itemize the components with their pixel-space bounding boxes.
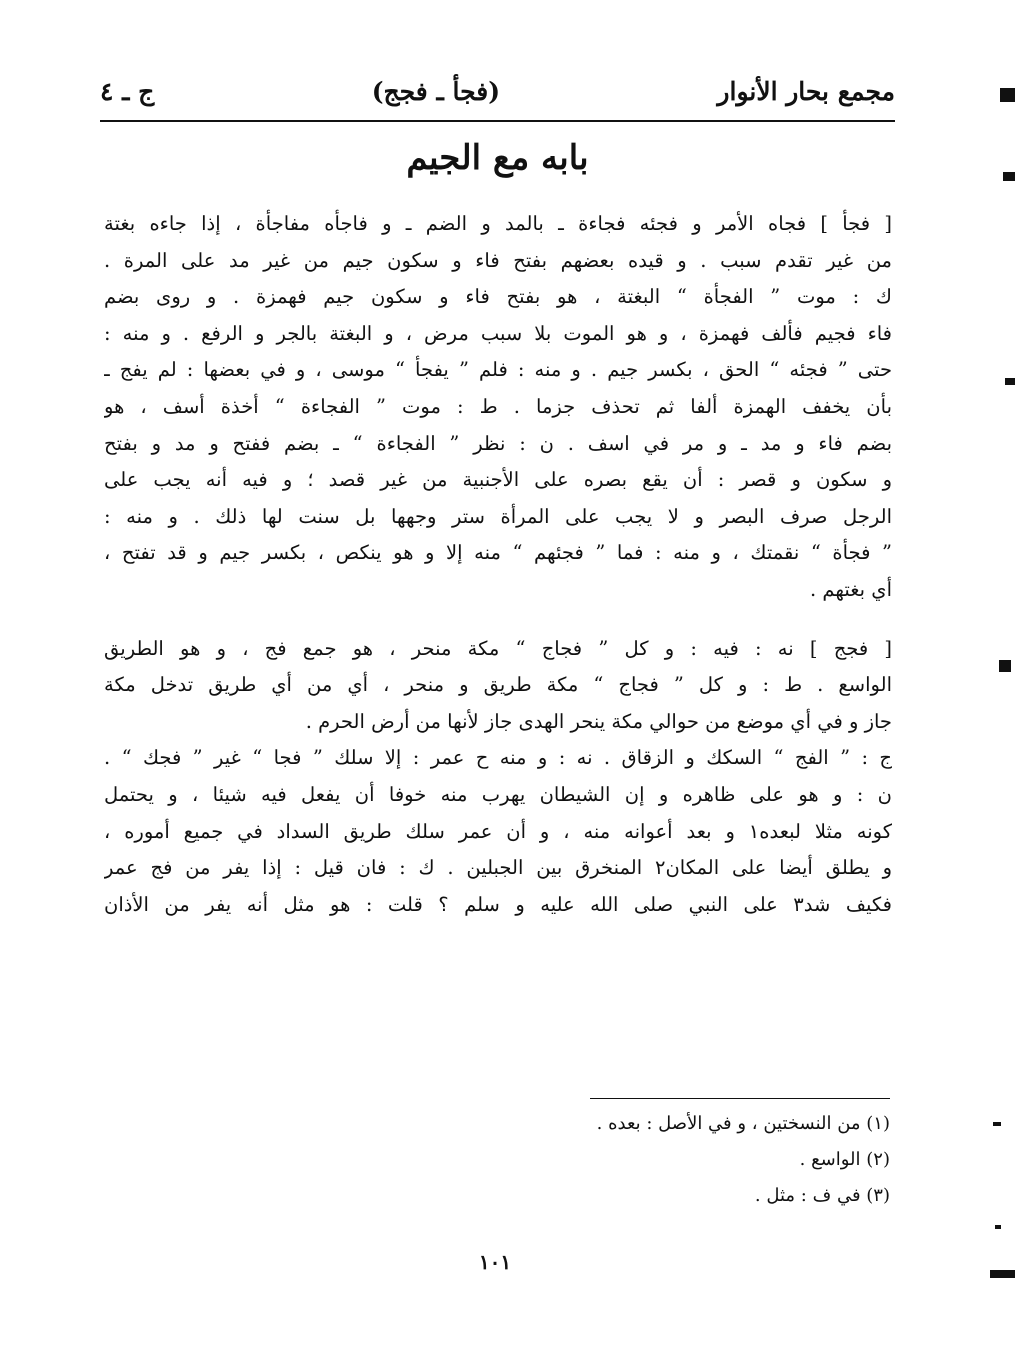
text-line: الواسع . ط : و كل ” فجاج “ مكة طريق و منحر ، أي من أي طريق تدخل مكة — [104, 673, 892, 697]
header-rule — [100, 120, 895, 122]
header-book-title: مجمع بحار الأنوار — [717, 76, 895, 106]
scan-edge-mark — [993, 1122, 1001, 1126]
footnotes — [500, 1106, 890, 1214]
text-line: حتى ” فجئه “ الحق ، بكسر جيم . و منه : فلم ” يفجأ “ موسى ، و في بعضها : لم يفج ـ — [104, 358, 892, 382]
text-line: [ فجج ] نه : فيه : و كل ” فجاج “ مكة منحر ، هو جمع فج ، و هو الطريق — [104, 636, 892, 660]
header-entry-range: (فجأ ـ فجج) — [371, 76, 501, 106]
page-number: ١٠١ — [478, 1250, 512, 1274]
text-line: فكيف شد٣ على النبي صلى الله عليه و سلم ؟ قلت : هو مثل أنه يفر من الأذان — [104, 892, 892, 916]
text-line: فاء فجيم فألف فهمزة ، و هو الموت بلا سبب مرض ، و البغتة بالجر و الرفع . و منه : — [104, 321, 892, 345]
paragraph-gap — [104, 609, 892, 631]
text-line: أي بغتهم . — [810, 577, 892, 601]
scan-edge-mark — [1000, 88, 1015, 102]
text-line: ج : ” الفج “ السكك و الزقاق . نه : و منه ح عمر : إلا سلك ” فجا “ غير ” فجك “ . — [104, 746, 892, 770]
chapter-title: بابه مع الجيم — [406, 138, 589, 178]
scan-edge-mark — [1003, 172, 1015, 181]
body-text — [104, 206, 892, 923]
text-line: الرجل صرف البصر و لا يجب على المرأة ستر وجهها بل سنت لها ذلك . و منه : — [104, 504, 892, 528]
text-line: كونه مثلا لبعده١ و بعد أعوانه منه ، و أن عمر سلك طريق السداد في جميع أموره ، — [104, 819, 892, 843]
text-line: من غير تقدم سبب . و قيده بعضهم بفتح فاء و سكون جيم من غير مد على المرة . — [104, 248, 892, 272]
scan-edge-mark — [990, 1270, 1015, 1278]
text-line: ك : موت ” الفجأة “ البغتة ، هو بفتح فاء و سكون جيم فهمزة . و روى بضم — [104, 285, 892, 309]
scan-edge-mark — [999, 660, 1011, 672]
text-line: بأن يخفف الهمزة ألفا ثم تحذف جزما . ط : موت ” الفجاءة “ أخذة أسف ، هو — [104, 394, 892, 418]
scan-edge-mark — [1005, 378, 1015, 385]
footnote: (١) من النسختين ، و في الأصل : بعده . — [596, 1113, 890, 1134]
footnote: (٢) الواسع . — [799, 1149, 890, 1170]
scan-edge-mark — [995, 1225, 1001, 1229]
text-line: و يطلق أيضا على المكان٢ المنخرق بين الجبلين . ك : فان قيل : إذا يفر من فج عمر — [104, 856, 892, 880]
header-volume: ج ـ ٤ — [100, 76, 155, 106]
footnote-rule — [590, 1098, 890, 1099]
running-header — [100, 68, 895, 114]
text-line: ن : و هو على ظاهره و إن الشيطان يهرب منه خوفا أن يفعل فيه شيئا ، و يحتمل — [104, 782, 892, 806]
footnote: (٣) في ف : مثل . — [754, 1185, 890, 1206]
text-line: جاز و في أي موضع من حوالي مكة ينحر الهدى جاز لأنها من أرض الحرم . — [305, 709, 892, 733]
text-line: ” فجأة “ نقمتك ، و منه : فما ” فجئهم “ منه إلا و هو ينكص ، بكسر جيم و قد تفتح ، — [104, 541, 892, 565]
text-line: و سكون و قصر : أن يقع بصره على الأجنبية من غير قصد ؛ و فيه أنه يجب على — [104, 468, 892, 492]
text-line: [ فجأ ] فجاه الأمر و فجئه فجاءة ـ بالمد و الضم ـ و فاجأه مفاجأة ، إذا جاءه بغتة — [104, 212, 892, 235]
text-line: بضم فاء و مد ـ و مر في اسف . ن : نظر ” الفجاءة “ ـ بضم ففتح و مد و بفتح — [104, 431, 892, 455]
